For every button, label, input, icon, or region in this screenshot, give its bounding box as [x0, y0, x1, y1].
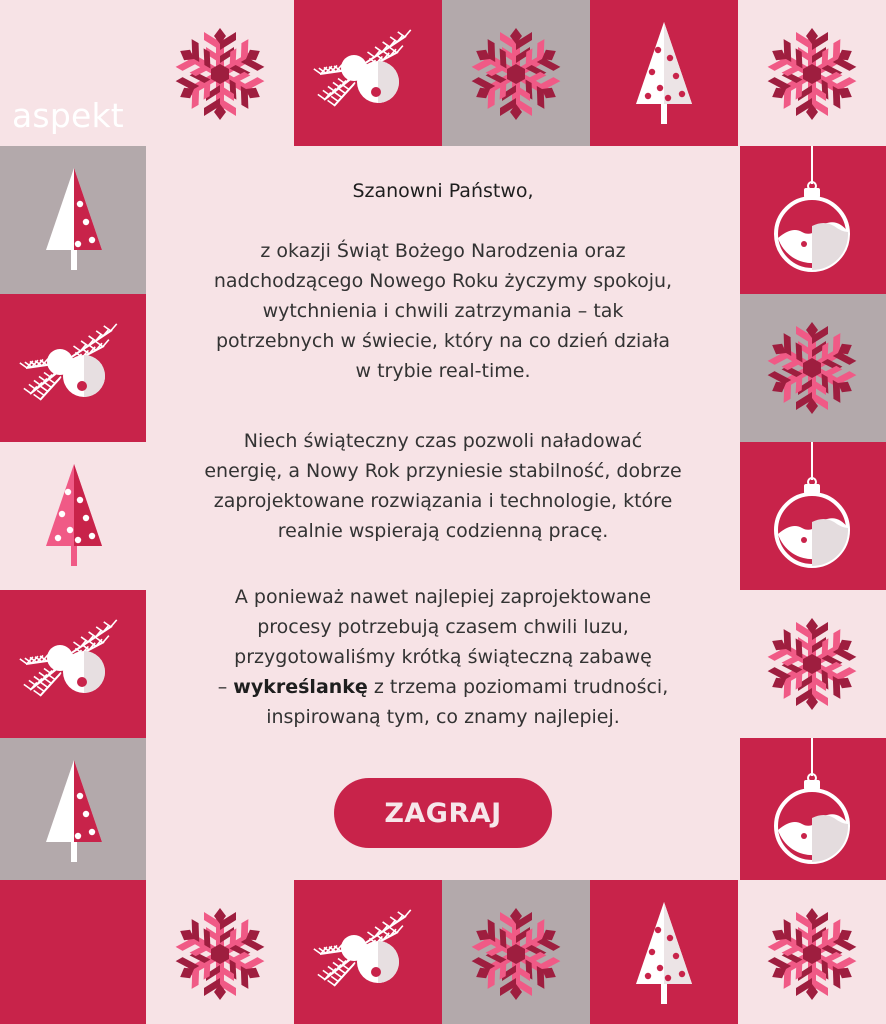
christmas-tree-icon [0, 738, 148, 886]
ornament-sprig-icon [0, 590, 148, 738]
border-tile [590, 880, 738, 1024]
border-tile [0, 146, 148, 294]
snowflake-icon [738, 880, 886, 1024]
paragraph-line: A ponieważ nawet najlepiej zaprojektowane [234, 586, 652, 608]
aspekt-logo: aspekt [12, 96, 124, 135]
snowflake-icon [738, 0, 886, 148]
bauble-icon [738, 146, 886, 294]
wykreslanka-highlight: wykreślankę [233, 676, 368, 698]
dash-prefix: – [217, 676, 234, 698]
border-tile [738, 146, 886, 294]
border-tile [738, 294, 886, 442]
line-suffix: z trzema poziomami trudności, [367, 676, 669, 698]
wishes-paragraph [146, 236, 740, 386]
paragraph-line: potrzebnych w świecie, który na co dzień działa [215, 330, 671, 352]
border-tile [146, 0, 294, 148]
christmas-tree-icon [590, 0, 738, 148]
snowflake-icon [738, 590, 886, 738]
paragraph-line: Niech świąteczny czas pozwoli naładować [243, 430, 643, 452]
border-tile [294, 0, 442, 148]
paragraph-line: przygotowaliśmy krótką świąteczną zabawę [234, 646, 652, 668]
border-tile [738, 0, 886, 148]
border-tile [738, 442, 886, 590]
paragraph-line: procesy potrzebują czasem chwili luzu, [257, 616, 629, 638]
border-tile [146, 880, 294, 1024]
border-tile [738, 880, 886, 1024]
christmas-tree-icon [0, 146, 148, 294]
greeting-heading: Szanowni Państwo, [352, 180, 534, 202]
christmas-tree-icon [0, 442, 148, 590]
game-invite-paragraph [146, 582, 740, 732]
border-tile [738, 738, 886, 886]
ornament-sprig-icon [294, 880, 442, 1024]
snowflake-icon [442, 880, 590, 1024]
paragraph-line: nadchodzącego Nowego Roku życzymy spokoju, [213, 270, 673, 292]
paragraph-line: w trybie real-time. [355, 360, 531, 382]
snowflake-icon [442, 0, 590, 148]
ornament-sprig-icon [294, 0, 442, 148]
border-tile [0, 880, 148, 1024]
paragraph-line: inspirowaną tym, co znamy najlepiej. [266, 706, 620, 728]
message-panel [146, 146, 740, 880]
border-tile [0, 590, 148, 738]
snowflake-icon [146, 0, 294, 148]
paragraph-line: energię, a Nowy Rok przyniesie stabilność, dobrze [204, 460, 682, 482]
paragraph-line [146, 672, 740, 702]
border-tile [442, 0, 590, 148]
ornament-sprig-icon [0, 294, 148, 442]
paragraph-line: zaprojektowane rozwiązania i technologie, które [213, 490, 673, 512]
border-tile [442, 880, 590, 1024]
border-tile [590, 0, 738, 148]
border-tile [0, 294, 148, 442]
border-tile [0, 738, 148, 886]
border-tile [294, 880, 442, 1024]
new-year-paragraph [146, 426, 740, 546]
play-button[interactable]: ZAGRAJ [334, 778, 552, 848]
paragraph-line: realnie wspierają codzienną pracę. [277, 520, 609, 542]
snowflake-icon [146, 880, 294, 1024]
border-tile [738, 590, 886, 738]
bauble-icon [738, 738, 886, 886]
paragraph-line: wytchnienia i chwili zatrzymania – tak [262, 300, 624, 322]
border-tile [0, 442, 148, 590]
paragraph-line: z okazji Świąt Bożego Narodzenia oraz [260, 240, 626, 262]
snowflake-icon [738, 294, 886, 442]
christmas-tree-icon [590, 880, 738, 1024]
bauble-icon [738, 442, 886, 590]
